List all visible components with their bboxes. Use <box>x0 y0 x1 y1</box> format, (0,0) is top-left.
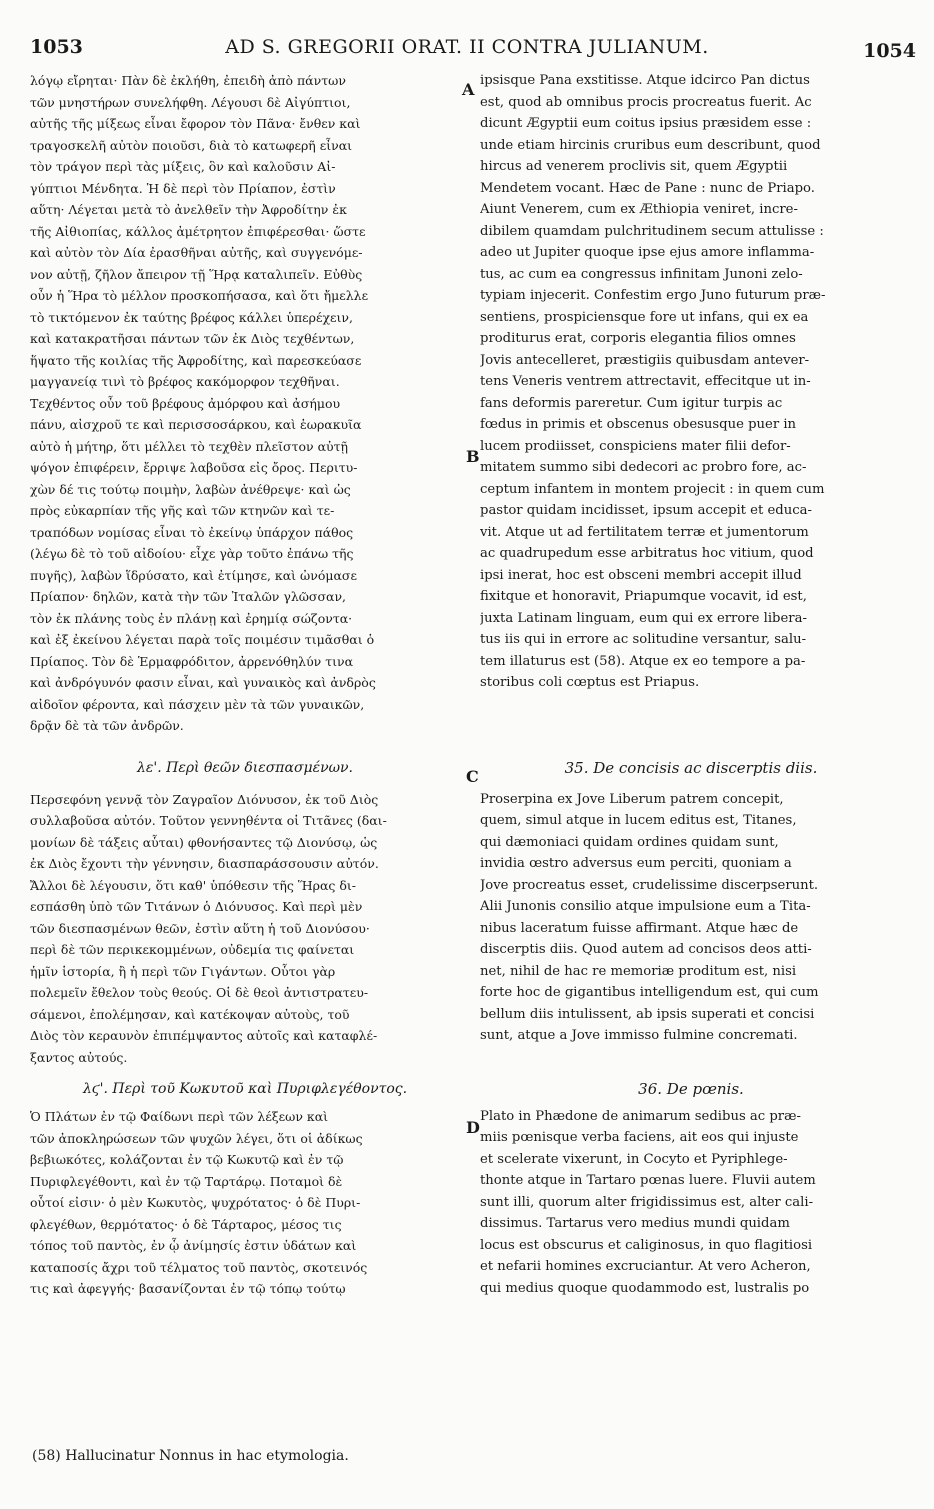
greek-section-35-title: λε'. Περὶ θεῶν διεσπασμένων. <box>136 759 354 776</box>
text-line: καταποσίς ἄχρι τοῦ τέλματος τοῦ παντὸς, σκοτεινός <box>30 1259 368 1275</box>
text-line: mitatem summo sibi dedecori ac probro fore, ac- <box>480 460 807 475</box>
text-line: Alii Junonis consilio atque impulsione eum a Tita- <box>480 899 811 914</box>
text-line: σάμενοι, ἐπολέμησαν, καὶ κατέκοψαν αὐτοὺς, τοῦ <box>30 1006 350 1022</box>
text-line: ἡμῖν ἱστορία, ἢ ἡ περὶ τῶν Γιγάντων. Οὗτοι γὰρ <box>30 963 336 979</box>
text-line: dibilem quamdam pulchritudinem secum attulisse : <box>480 223 824 239</box>
text-line: et nefarii homines excruciantur. At vero Acheron, <box>480 1259 811 1274</box>
text-line: forte hoc de gigantibus intelligendum est, qui cum <box>480 985 819 1000</box>
greek-section-35-text <box>30 789 460 1069</box>
page-number-right: 1054 <box>863 40 916 62</box>
text-line: πολεμεῖν ἔθελον τοὺς θεούς. Οἱ δὲ θεοὶ ἀντιστρατευ- <box>30 985 369 1000</box>
text-line: πρὸς εὐκαρπίαν τῆς γῆς καὶ τῶν κτηνῶν καὶ τε- <box>30 503 335 518</box>
text-line: τὸ τικτόμενον ἐκ ταύτης βρέφος κάλλει ὑπερέχειν, <box>30 309 353 325</box>
text-line: qui dæmoniaci quidam ordines quidam sunt, <box>480 834 779 850</box>
latin-section-35-title: 35. De concisis ac discerptis diis. <box>564 758 818 777</box>
text-line: tus iis qui in errore ac solitudine versantur, salu- <box>480 632 807 647</box>
text-line: fixitque et honoravit, Priapumque vocavit, id est, <box>480 589 807 604</box>
text-line: τόπος τοῦ παντὸς, ἐν ᾧ ἀνίμησίς ἐστιν ὑδάτων καὶ <box>30 1238 357 1253</box>
text-line: φλεγέθων, θερμότατος· ὁ δὲ Τάρταρος, μέσος τις <box>30 1216 342 1232</box>
text-line: tens Veneris ventrem attrectavit, effecitque ut in- <box>480 374 811 389</box>
latin-section-36-text <box>480 1106 902 1300</box>
text-line: τὸν ἐκ πλάνης τοὺς ἐν πλάνῃ καὶ ἐρημίᾳ σώζοντα· <box>30 610 353 626</box>
text-line: λόγῳ εἴρηται· Πὰν δὲ ἐκλήθη, ἐπειδὴ ἀπὸ πάντων <box>30 73 346 88</box>
greek-section-36-title: λϛ'. Περὶ τοῦ Κωκυτοῦ καὶ Πυριφλεγέθοντος. <box>82 1081 408 1097</box>
text-line: Τεχθέντος οὖν τοῦ βρέφους ἀμόρφου καὶ ἀσήμου <box>30 395 341 411</box>
text-line: μονίων δὲ τάξεις αὗται) φθονήσαντες τῷ Διονύσῳ, ὡς <box>30 834 378 850</box>
latin-column <box>480 70 902 1299</box>
text-line: καὶ αὐτὸν τὸν Δία ἐρασθῆναι αὐτῆς, καὶ συγγενόμε- <box>30 245 363 260</box>
text-line: fans deformis pareretur. Cum igitur turpis ac <box>480 395 783 411</box>
margin-marker-b: B <box>466 447 480 466</box>
text-line: οὖν ἡ Ἥρα τὸ μέλλον προσκοπήσασα, καὶ ὅτι ἤμελλε <box>30 288 369 303</box>
text-line: οὗτοί εἰσιν· ὁ μὲν Κωκυτὸς, ψυχρότατος· ὁ δὲ Πυρι- <box>30 1195 361 1210</box>
text-line: ac quadrupedum esse arbitratus hoc vitium, quod <box>480 546 814 561</box>
text-line: et scelerate vixerunt, in Cocyto et Pyriphlege- <box>480 1151 788 1167</box>
margin-marker-a: A <box>462 80 475 99</box>
text-line: nibus laceratum fuisse affirmant. Atque hæc de <box>480 920 799 936</box>
text-line: τῶν διεσπασμένων θεῶν, ἐστὶν αὕτη ἡ τοῦ Διονύσου· <box>30 920 370 936</box>
text-line: typiam injecerit. Confestim ergo Juno futurum præ- <box>480 288 826 303</box>
text-line: πάνυ, αἰσχροῦ τε καὶ περισσοσάρκου, καὶ ἑωρακυῖα <box>30 417 362 432</box>
text-line: περὶ δὲ τῶν περικεκομμένων, οὐδεμία τις φαίνεται <box>30 942 355 957</box>
text-line: fœdus in primis et obscenus obesusque puer in <box>480 417 797 432</box>
text-line: τις καὶ ἀφεγγής· βασανίζονται ἐν τῷ τόπῳ τούτῳ <box>30 1281 346 1296</box>
text-line: juxta Latinam linguam, eum qui ex errore libera- <box>480 610 807 626</box>
text-line: εσπάσθη ὑπὸ τῶν Τιτάνων ὁ Διόνυσος. Καὶ περὶ μὲν <box>30 899 363 914</box>
greek-section-36-text <box>30 1106 460 1300</box>
text-line: Ὁ Πλάτων ἐν τῷ Φαίδωνι περὶ τῶν λέξεων καὶ <box>30 1109 329 1124</box>
text-line: Mendetem vocant. Hæc de Pane : nunc de Priapo. <box>480 180 815 196</box>
text-line: thonte atque in Tartaro pœnas luere. Fluvii autem <box>480 1173 816 1188</box>
text-line: sentiens, prospiciensque fore ut infans, qui ex ea <box>480 309 809 325</box>
text-line: sunt illi, quorum alter frigidissimus est, alter cali- <box>480 1194 814 1210</box>
text-line: Πρίαπον· δηλῶν, κατὰ τὴν τῶν Ἰταλῶν γλῶσσαν, <box>30 589 347 604</box>
margin-marker-d: D <box>466 1118 480 1137</box>
text-line: vit. Atque ut ad fertilitatem terræ et jumentorum <box>480 524 809 540</box>
text-line: Plato in Phædone de animarum sedibus ac præ- <box>480 1108 801 1124</box>
text-line: χὼν δέ τις τούτῳ ποιμὴν, λαβὼν ἀνέθρεψε· καὶ ὡς <box>30 481 351 497</box>
text-line: τὸν τράγον περὶ τὰς μίξεις, ὃν καὶ καλοῦσιν Αἰ- <box>30 159 336 174</box>
margin-marker-c: C <box>466 767 479 786</box>
greek-column <box>30 70 460 1300</box>
text-line: proditurus erat, corporis elegantia filios omnes <box>480 331 796 346</box>
text-line: quem, simul atque in lucem editus est, Titanes, <box>480 813 797 828</box>
text-line: μαγγανείᾳ τινὶ τὸ βρέφος κακόμορφον τεχθῆναι. <box>30 374 340 389</box>
text-line: βεβιωκότες, κολάζονται ἐν τῷ Κωκυτῷ καὶ ἐν τῷ <box>30 1152 344 1167</box>
text-line: ceptum infantem in montem projecit : in quem cum <box>480 481 825 497</box>
text-line: τῶν ἀποκληρώσεων τῶν ψυχῶν λέγει, ὅτι οἱ ἀδίκως <box>30 1130 363 1146</box>
text-line: miis pœnisque verba faciens, ait eos qui injuste <box>480 1130 799 1145</box>
text-line: est, quod ab omnibus procis procreatus fuerit. Ac <box>480 94 812 110</box>
text-line: ἥψατο τῆς κοιλίας τῆς Ἀφροδίτης, καὶ παρεσκεύασε <box>30 352 362 368</box>
footnote: (58) Hallucinatur Nonnus in hac etymologia. <box>32 1448 349 1464</box>
text-line: καὶ ἀνδρόγυνόν φασιν εἶναι, καὶ γυναικὸς καὶ ἀνδρὸς <box>30 675 376 690</box>
running-title: AD S. GREGORII ORAT. II CONTRA JULIANUM. <box>225 36 709 58</box>
text-line: τῆς Αἰθιοπίας, κάλλος ἀμέτρητον ἐπιφέρεσθαι· ὥστε <box>30 223 366 239</box>
text-line: bellum diis intulissent, ab ipsis superati et concisi <box>480 1006 815 1022</box>
text-line: αὐτὸ ἡ μήτηρ, ὅτι μέλλει τὸ τεχθὲν πλεῖστον αὐτῇ <box>30 438 349 454</box>
latin-block-1 <box>480 70 902 694</box>
text-line: πυγῆς), λαβὼν ἵδρύσατο, καὶ ἐτίμησε, καὶ ὠνόμασε <box>30 567 357 583</box>
text-line: Jovis antecelleret, præstigiis quibusdam antever- <box>480 352 810 368</box>
text-line: locus est obscurus et caliginosus, in quo flagitiosi <box>480 1237 813 1253</box>
text-line: (λέγω δὲ τὸ τοῦ αἰδοίου· εἶχε γὰρ τοῦτο ἐπάνω τῆς <box>30 546 354 561</box>
text-line: unde etiam hircinis cruribus eum describunt, quod <box>480 137 821 153</box>
text-line: Πρίαπος. Τὸν δὲ Ἑρμαφρόδιτον, ἀρρενόθηλύν τινα <box>30 653 354 669</box>
text-line: αὕτη· Λέγεται μετὰ τὸ ἀνελθεῖν τὴν Ἀφροδίτην ἐκ <box>30 202 347 217</box>
text-line: qui medius quoque quodammodo est, lustralis po <box>480 1280 810 1296</box>
text-line: νον αὐτῇ, ζῆλον ἄπειρον τῇ Ἥρᾳ καταλιπεῖν. Εὐθὺς <box>30 266 363 282</box>
text-line: αἰδοῖον φέροντα, καὶ πάσχειν μὲν τὰ τῶν γυναικῶν, <box>30 696 365 712</box>
text-line: dissimus. Tartarus vero medius mundi quidam <box>480 1216 790 1231</box>
text-line: tem illaturus est (58). Atque ex eo tempore a pa- <box>480 653 806 669</box>
text-line: ἐκ Διὸς ἔχοντι τὴν γέννησιν, διασπαράσσουσιν αὐτόν. <box>30 856 379 871</box>
page-number-left: 1053 <box>30 36 83 58</box>
text-line: ψόγον ἐπιφέρειν, ἔρριψε λαβοῦσα εἰς ὄρος. Περιτυ- <box>30 460 358 475</box>
text-line: τραπόδων νομίσας εἶναι τὸ ἐκείνῳ ὑπάρχον πάθος <box>30 524 354 540</box>
text-line: ipsisque Pana exstitisse. Atque idcirco Pan dictus <box>480 73 810 88</box>
text-line: sunt, atque a Jove immisso fulmine concremati. <box>480 1028 798 1043</box>
latin-section-35-text <box>480 789 902 1047</box>
text-line: Διὸς τὸν κεραυνὸν ἐπιπέμψαντος αὐτοῖς καὶ καταφλέ- <box>30 1028 378 1043</box>
text-line: storibus coli cœptus est Priapus. <box>480 675 700 690</box>
greek-block-1 <box>30 70 460 737</box>
text-line: τῶν μνηστήρων συνελήφθη. Λέγουσι δὲ Αἰγύπτιοι, <box>30 94 351 110</box>
text-line: αὐτῆς τῆς μίξεως εἶναι ἔφορον τὸν Πᾶνα· ἔνθεν καὶ <box>30 116 361 131</box>
text-line: tus, ac cum ea congressus infinitam Junoni zelo- <box>480 266 803 282</box>
text-line: Ἄλλοι δὲ λέγουσιν, ὅτι καθ' ὑπόθεσιν τῆς Ἥρας δι- <box>30 877 357 893</box>
text-line: ipsi inerat, hoc est obsceni membri accepit illud <box>480 567 802 583</box>
text-line: καὶ κατακρατῆσαι πάντων τῶν ἐκ Διὸς τεχθέντων, <box>30 331 355 346</box>
text-line: Περσεφόνη γεννᾷ τὸν Ζαγραῖον Διόνυσον, ἐκ τοῦ Διὸς <box>30 791 379 807</box>
page-header <box>18 28 916 68</box>
text-line: Πυριφλεγέθοντι, καὶ ἐν τῷ Ταρτάρῳ. Ποταμοὶ δὲ <box>30 1173 343 1189</box>
text-line: lucem prodiisset, conspiciens mater filii defor- <box>480 438 791 454</box>
text-line: dicunt Ægyptii eum coitus ipsius præsidem esse : <box>480 116 812 131</box>
text-line: καὶ ἐξ ἐκείνου λέγεται παρὰ τοῖς ποιμέσιν τιμᾶσθαι ὁ <box>30 632 375 647</box>
text-line: ξαντος αὐτούς. <box>30 1049 128 1065</box>
text-line: Jove procreatus esset, crudelissime discerpserunt. <box>480 877 819 893</box>
text-line: συλλαβοῦσα αὐτόν. Τοῦτον γεννηθέντα οἱ Τιτᾶνες (δαι- <box>30 813 387 828</box>
text-line: Aiunt Venerem, cum ex Æthiopia veniret, incre- <box>480 202 798 217</box>
text-line: hircus ad venerem proclivis sit, quem Ægyptii <box>480 159 788 174</box>
text-line: adeo ut Jupiter quoque ipse ejus amore inflamma- <box>480 245 815 260</box>
text-line: Proserpina ex Jove Liberum patrem concepit, <box>480 791 784 807</box>
text-line: pastor quidam incidisset, ipsum accepit et educa- <box>480 503 812 518</box>
text-line: invidia œstro adversus eum perciti, quoniam a <box>480 856 792 871</box>
text-line: γύπτιοι Μένδητα. Ἡ δὲ περὶ τὸν Πρίαπον, ἐστὶν <box>30 180 336 196</box>
text-line: δρᾷν δὲ τὰ τῶν ἀνδρῶν. <box>30 718 184 733</box>
text-line: discerptis diis. Quod autem ad concisos deos atti- <box>480 942 812 957</box>
text-line: net, nihil de hac re memoriæ proditum est, nisi <box>480 963 797 979</box>
text-line: τραγοσκελῆ αὐτὸν ποιοῦσι, διὰ τὸ κατωφερῆ εἶναι <box>30 137 353 153</box>
latin-section-36-title: 36. De pœnis. <box>638 1079 744 1098</box>
